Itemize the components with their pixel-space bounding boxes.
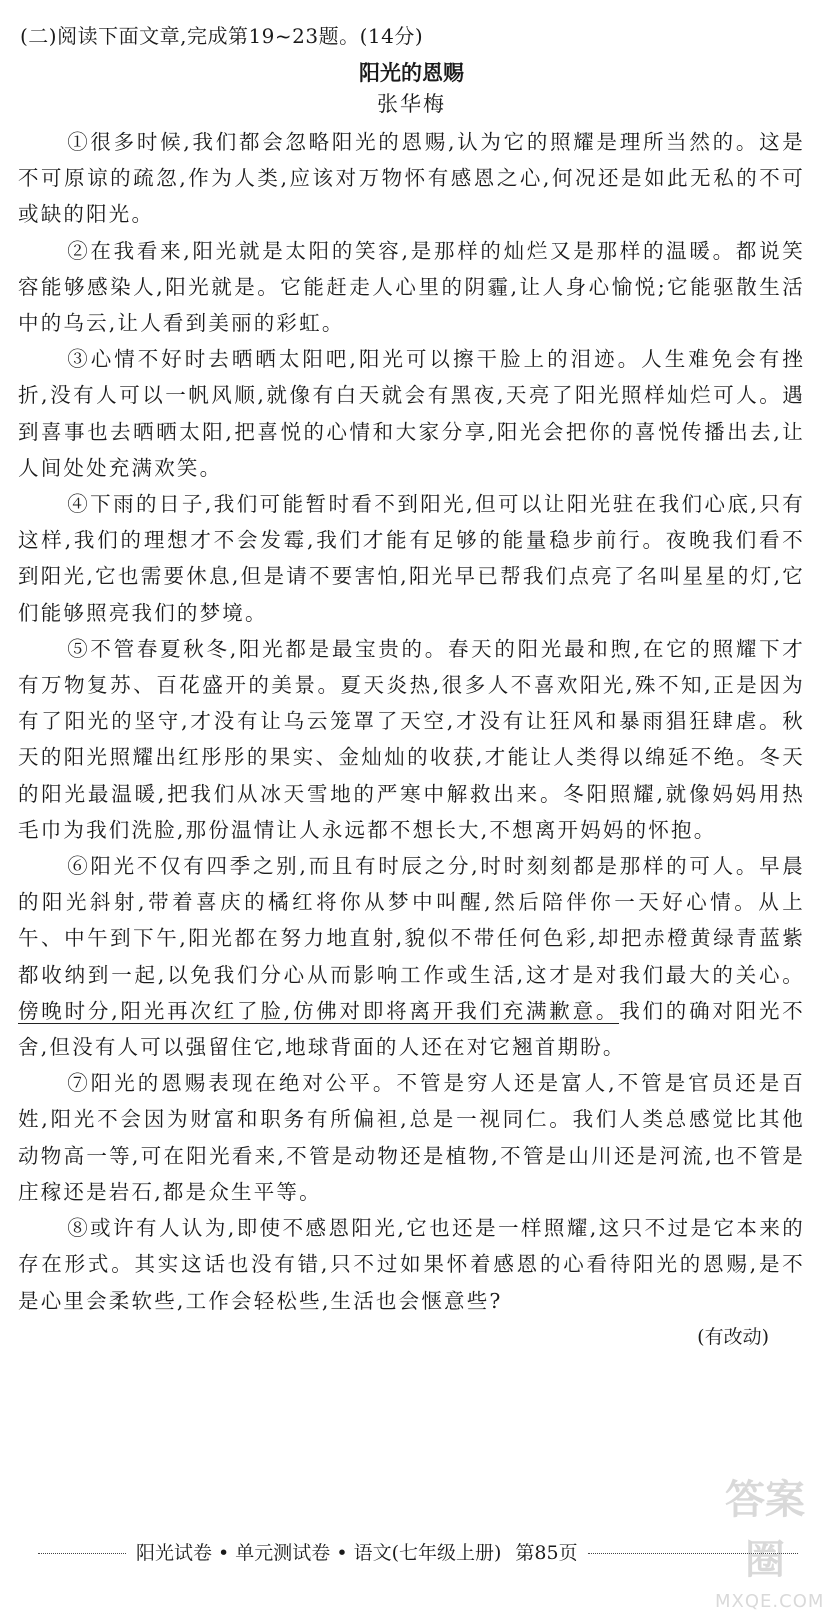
section-heading: (二)阅读下面文章,完成第19~23题。(14分) (20, 24, 424, 48)
underlined-sentence: 傍晚时分,阳光再次红了脸,仿佛对即将离开我们充满歉意。 (18, 998, 620, 1023)
footer-dots-left (38, 1553, 126, 1554)
watermark-logo-text: 答案圈 (725, 1477, 805, 1583)
source-note: (有改动) (697, 1325, 769, 1348)
article-author: 张华梅 (377, 92, 446, 116)
watermark-url: MXQE.COM (715, 1591, 825, 1612)
footer-dots-right (588, 1553, 798, 1554)
article-body (18, 124, 805, 1319)
footer-text: 阳光试卷 • 单元测试卷 • 语文(七年级上册) (136, 1542, 502, 1564)
paragraph-3: ③心情不好时去晒晒太阳吧,阳光可以擦干脸上的泪迹。人生难免会有挫折,没有人可以一帆风顺,就像有白天就会有黑夜,天亮了阳光照样灿烂可人。遇到喜事也去晒晒太阳,把喜悦的心情和大家分享,阳光会把你的喜悦传播出去,让人间处处充满欢笑。 (18, 347, 805, 480)
paragraph-7: ⑦阳光的恩赐表现在绝对公平。不管是穷人还是富人,不管是官员还是百姓,阳光不会因为财富和职务有所偏袒,总是一视同仁。我们人类总感觉比其他动物高一等,可在阳光看来,不管是动物还是植物,不管是山川还是河流,也不管是庄稼还是岩石,都是众生平等。 (18, 1071, 805, 1204)
paragraph-6 (18, 848, 805, 1065)
article-title: 阳光的恩赐 (359, 61, 464, 85)
paragraph-2: ②在我看来,阳光就是太阳的笑容,是那样的灿烂又是那样的温暖。都说笑容能够感染人,阳光就是。它能赶走人心里的阴霾,让人身心愉悦;它能驱散生活中的乌云,让人看到美丽的彩虹。 (18, 238, 805, 336)
paragraph-1: ①很多时候,我们都会忽略阳光的恩赐,认为它的照耀是理所当然的。这是不可原谅的疏忽,作为人类,应该对万物怀有感恩之心,何况还是如此无私的不可或缺的阳光。 (18, 130, 805, 227)
paragraph-6-part-2: 我们的确对阳光不舍,但没有人可以强留住它,地球背面的人还在对它翘首期盼。 (18, 998, 805, 1060)
paragraph-8: ⑧或许有人认为,即使不感恩阳光,它也还是一样照耀,这只不过是它本来的存在形式。其实这话也没有错,只不过如果怀着感恩的心看待阳光的恩赐,是不是心里会柔软些,工作会轻松些,生活也会惬意些? (18, 1216, 805, 1313)
footer-page-number: 第85页 (515, 1542, 578, 1564)
paragraph-6-part-1: ⑥阳光不仅有四季之别,而且有时辰之分,时时刻刻都是那样的可人。早晨的阳光斜射,带着喜庆的橘红将你从梦中叫醒,然后陪伴你一天好心情。从上午、中午到下午,阳光都在努力地直射,貌似不带任何色彩,却把赤橙黄绿青蓝紫都收纳到一起,以免我们分心从而影响工作或生活,这才是对我们最大的关心。 (18, 854, 805, 987)
page-footer (38, 1540, 798, 1566)
paragraph-5: ⑤不管春夏秋冬,阳光都是最宝贵的。春天的阳光最和煦,在它的照耀下才有万物复苏、百花盛开的美景。夏天炎热,很多人不喜欢阳光,殊不知,正是因为有了阳光的坚守,才没有让乌云笼罩了天空,才没有让狂风和暴雨猖狂肆虐。秋天的阳光照耀出红彤彤的果实、金灿灿的收获,才能让人类得以绵延不绝。冬天的阳光最温暖,把我们从冰天雪地的严寒中解救出来。冬阳照耀,就像妈妈用热毛巾为我们洗脸,那份温情让人永远都不想长大,不想离开妈妈的怀抱。 (18, 636, 805, 842)
paragraph-4: ④下雨的日子,我们可能暂时看不到阳光,但可以让阳光驻在我们心底,只有这样,我们的理想才不会发霉,我们才能有足够的能量稳步前行。夜晚我们看不到阳光,它也需要休息,但是请不要害怕,阳光早已帮我们点亮了名叫星星的灯,它们能够照亮我们的梦境。 (18, 492, 805, 625)
